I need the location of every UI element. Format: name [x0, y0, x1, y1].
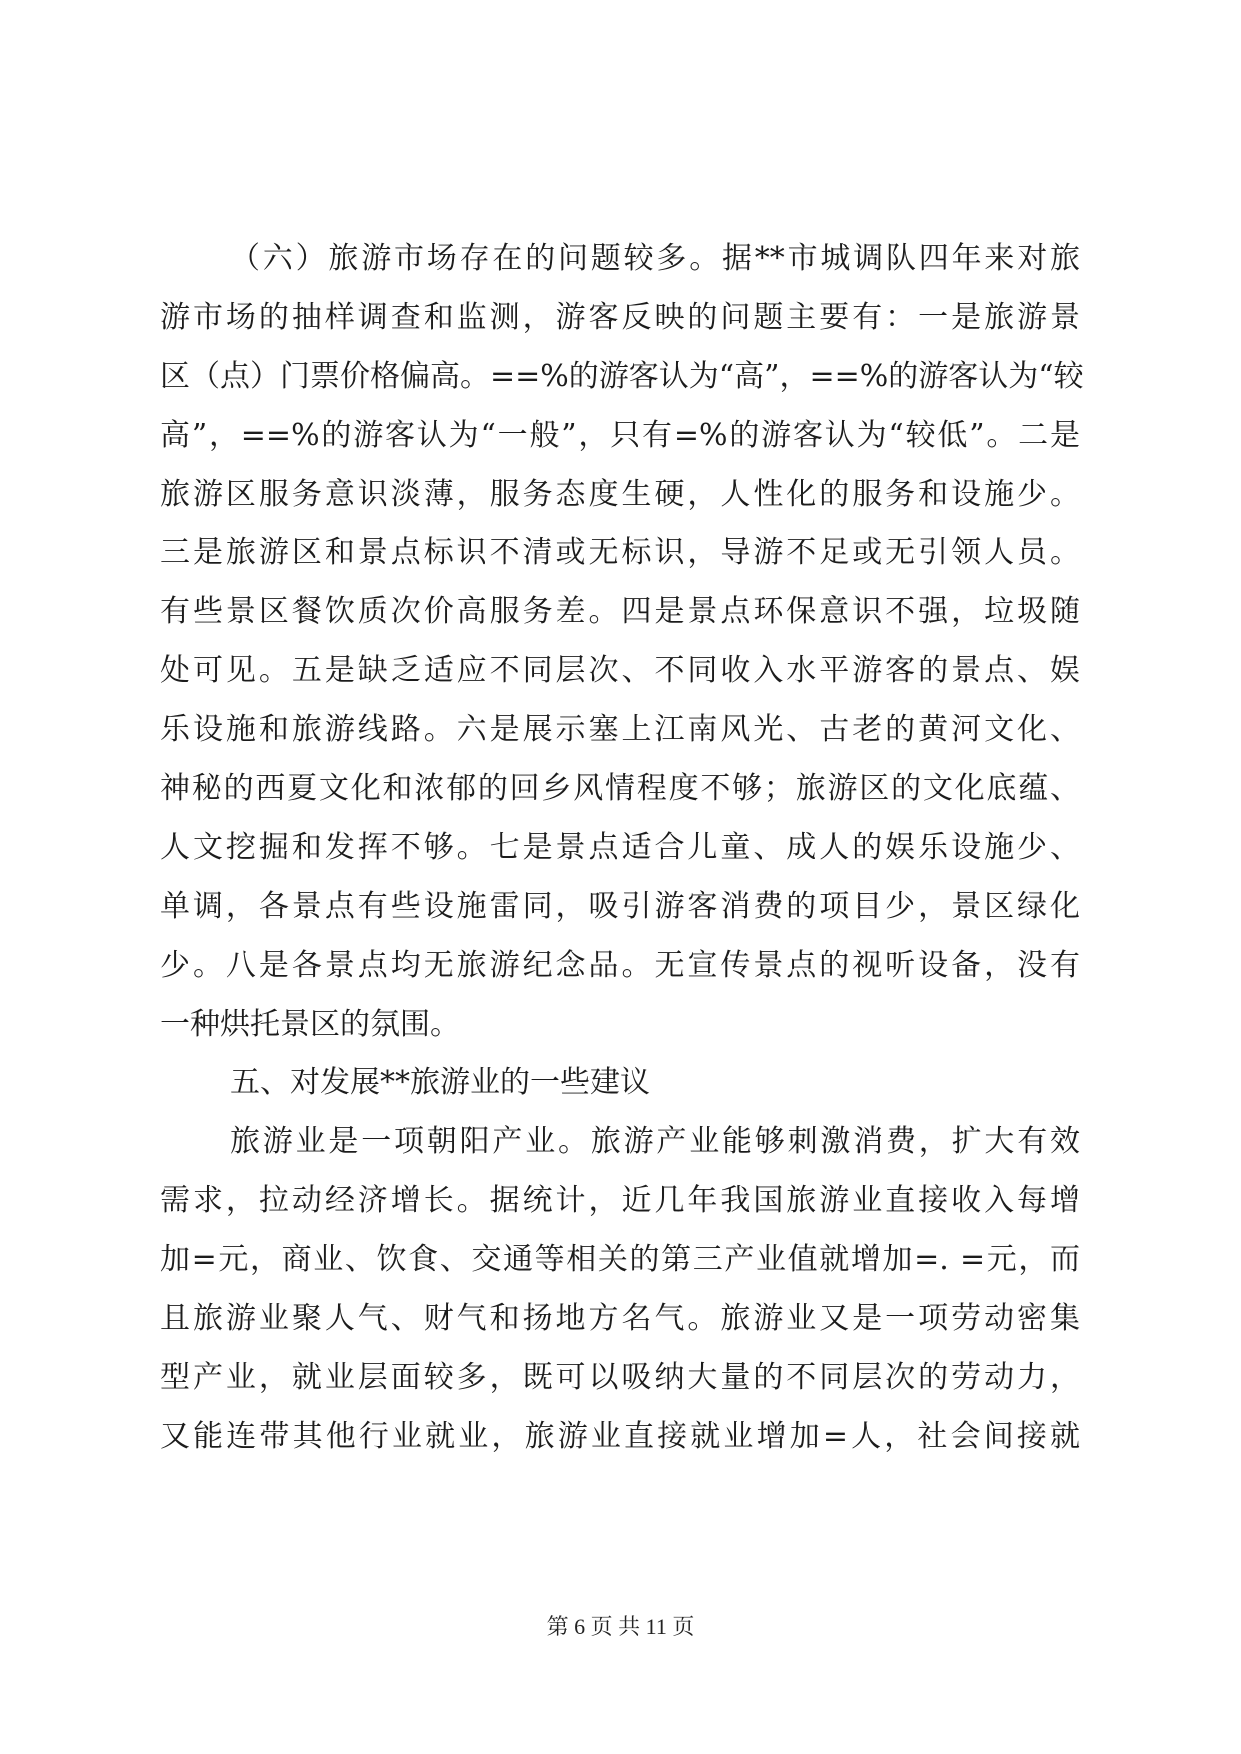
paragraph-line: 有些景区餐饮质次价高服务差。四是景点环保意识不强，垃圾随 — [160, 594, 1080, 630]
paragraph-line: 高”，==%的游客认为“一般”，只有=%的游客认为“较低”。二是 — [160, 417, 1080, 453]
paragraph-line: 乐设施和旅游线路。六是展示塞上江南风光、古老的黄河文化、 — [160, 712, 1080, 748]
paragraph-line: 型产业，就业层面较多，既可以吸纳大量的不同层次的劳动力， — [160, 1359, 1080, 1395]
paragraph-line: 三是旅游区和景点标识不清或无标识，导游不足或无引领人员。 — [160, 535, 1080, 571]
paragraph-line: 少。八是各景点均无旅游纪念品。无宣传景点的视听设备，没有 — [160, 947, 1080, 983]
paragraph-line: 处可见。五是缺乏适应不同层次、不同收入水平游客的景点、娱 — [160, 653, 1080, 689]
paragraph-line: 区（点）门票价格偏高。==%的游客认为“高”，==%的游客认为“较 — [160, 358, 1084, 394]
paragraph-line: 且旅游业聚人气、财气和扬地方名气。旅游业又是一项劳动密集 — [160, 1301, 1080, 1337]
paragraph-line: 单调，各景点有些设施雷同，吸引游客消费的项目少，景区绿化 — [160, 888, 1080, 924]
paragraph-line: 加=元，商业、饮食、交通等相关的第三产业值就增加=. =元，而 — [160, 1242, 1080, 1278]
paragraph-line: 神秘的西夏文化和浓郁的回乡风情程度不够；旅游区的文化底蕴、 — [160, 771, 1080, 807]
paragraph-line: 人文挖掘和发挥不够。七是景点适合儿童、成人的娱乐设施少、 — [160, 829, 1080, 865]
paragraph-line: 需求，拉动经济增长。据统计，近几年我国旅游业直接收入每增 — [160, 1183, 1080, 1219]
paragraph-line: 又能连带其他行业就业，旅游业直接就业增加=人，社会间接就 — [160, 1418, 1080, 1454]
paragraph-line: 一种烘托景区的氛围。 — [160, 1006, 460, 1042]
section-heading: 五、对发展**旅游业的一些建议 — [230, 1065, 650, 1101]
page-number-footer: 第 6 页 共 11 页 — [546, 1614, 695, 1639]
paragraph-line: 旅游区服务意识淡薄，服务态度生硬，人性化的服务和设施少。 — [160, 476, 1080, 512]
paragraph-line: 旅游业是一项朝阳产业。旅游产业能够刺激消费，扩大有效 — [230, 1124, 1080, 1160]
document-body — [160, 230, 1084, 1467]
paragraph-line: 游市场的抽样调查和监测，游客反映的问题主要有：一是旅游景 — [160, 299, 1080, 335]
paragraph-line: （六）旅游市场存在的问题较多。据**市城调队四年来对旅 — [230, 241, 1080, 276]
